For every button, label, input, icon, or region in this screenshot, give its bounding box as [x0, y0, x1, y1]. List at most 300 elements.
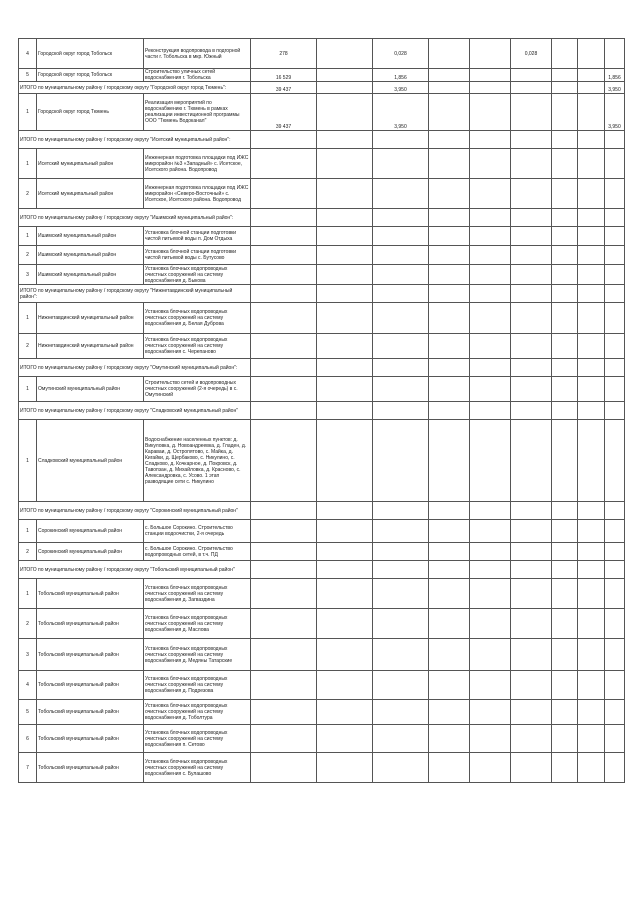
- value-cell: [373, 377, 429, 402]
- table-row: [19, 639, 625, 671]
- value-cell: [552, 303, 578, 334]
- value-cell: [251, 131, 317, 149]
- table-row: [19, 265, 625, 285]
- value-cell: [251, 579, 317, 609]
- value-cell: [251, 149, 317, 179]
- value-cell: [578, 39, 605, 69]
- municipality-cell: Городской округ город Тобольск: [37, 39, 144, 69]
- value-cell: [605, 377, 625, 402]
- row-number-cell: 5: [19, 700, 37, 725]
- row-number-cell: 4: [19, 39, 37, 69]
- table-row: [19, 700, 625, 725]
- value-cell: [317, 377, 373, 402]
- project-cell: Инженерная подготовка площадки под ИЖС микрорайон «Северо-Восточный» с. Исетское, Исетского района. Водопровод: [144, 179, 251, 209]
- row-number-cell: 1: [19, 303, 37, 334]
- table-row: [19, 671, 625, 700]
- value-cell: [251, 303, 317, 334]
- table-row: [19, 149, 625, 179]
- value-cell: [317, 246, 373, 265]
- project-cell: Установка блочных водопроводных очистных сооружений на систему водоснабжения д. Белая Дуброва: [144, 303, 251, 334]
- value-cell: [429, 82, 470, 94]
- value-cell: [470, 420, 511, 502]
- value-cell: [470, 543, 511, 561]
- total-label-cell: ИТОГО по муниципальному району / городскому округу "Нижнетавдинский муниципальный район":: [19, 285, 251, 303]
- total-label-cell: ИТОГО по муниципальному району / городскому округу "Тобольский муниципальный район": [19, 561, 251, 579]
- value-cell: [578, 520, 605, 543]
- value-cell: [552, 359, 578, 377]
- project-cell: с. Большое Сорокино. Строительство станции водоочистки, 2-я очередь: [144, 520, 251, 543]
- value-cell: [605, 285, 625, 303]
- value-cell: [605, 520, 625, 543]
- municipality-cell: Сладковский муниципальный район: [37, 420, 144, 502]
- project-cell: Строительство уличных сетей водоснабжения г. Тобольска: [144, 69, 251, 82]
- table-row: [19, 227, 625, 246]
- value-cell: [552, 179, 578, 209]
- row-number-cell: 1: [19, 227, 37, 246]
- value-cell: [605, 149, 625, 179]
- total-row: [19, 359, 625, 377]
- value-cell: 39 437: [251, 94, 317, 131]
- value-cell: 39 437: [251, 82, 317, 94]
- project-cell: Установка блочной станции подготовки чистой питьевой воды п. Дом Отдыха: [144, 227, 251, 246]
- value-cell: [552, 609, 578, 639]
- table-row: [19, 69, 625, 82]
- project-cell: Установка блочных водопроводных очистных сооружений на систему водоснабжения с. Булашово: [144, 753, 251, 783]
- program-table: [18, 38, 625, 783]
- value-cell: [470, 377, 511, 402]
- municipality-cell: Тобольский муниципальный район: [37, 753, 144, 783]
- table-row: [19, 246, 625, 265]
- value-cell: [605, 402, 625, 420]
- value-cell: [373, 753, 429, 783]
- value-cell: [317, 609, 373, 639]
- table-row: [19, 420, 625, 502]
- value-cell: [429, 420, 470, 502]
- value-cell: [578, 502, 605, 520]
- value-cell: [605, 179, 625, 209]
- municipality-cell: Ишимский муниципальный район: [37, 227, 144, 246]
- value-cell: [317, 69, 373, 82]
- value-cell: [317, 149, 373, 179]
- value-cell: [552, 639, 578, 671]
- value-cell: [578, 561, 605, 579]
- value-cell: [429, 561, 470, 579]
- value-cell: [511, 303, 552, 334]
- value-cell: [552, 227, 578, 246]
- project-cell: Реконструкция водопровода в подгорной части г. Тобольска в мкр. Южный: [144, 39, 251, 69]
- value-cell: [605, 725, 625, 753]
- row-number-cell: 2: [19, 609, 37, 639]
- value-cell: [511, 94, 552, 131]
- table-row: [19, 753, 625, 783]
- value-cell: [511, 753, 552, 783]
- value-cell: [429, 377, 470, 402]
- value-cell: [511, 179, 552, 209]
- value-cell: [373, 502, 429, 520]
- table-row: [19, 377, 625, 402]
- value-cell: [470, 402, 511, 420]
- municipality-cell: Исетский муниципальный район: [37, 179, 144, 209]
- value-cell: 278: [251, 39, 317, 69]
- value-cell: [429, 303, 470, 334]
- value-cell: [429, 402, 470, 420]
- value-cell: [251, 227, 317, 246]
- value-cell: [578, 671, 605, 700]
- total-row: [19, 285, 625, 303]
- value-cell: [317, 82, 373, 94]
- value-cell: [578, 285, 605, 303]
- value-cell: [373, 639, 429, 671]
- value-cell: [373, 671, 429, 700]
- municipality-cell: Тобольский муниципальный район: [37, 725, 144, 753]
- value-cell: [470, 303, 511, 334]
- municipality-cell: Тобольский муниципальный район: [37, 609, 144, 639]
- value-cell: [470, 82, 511, 94]
- value-cell: [578, 753, 605, 783]
- value-cell: [552, 377, 578, 402]
- value-cell: [251, 671, 317, 700]
- value-cell: [251, 725, 317, 753]
- value-cell: [578, 420, 605, 502]
- value-cell: [470, 502, 511, 520]
- value-cell: [578, 359, 605, 377]
- value-cell: [317, 520, 373, 543]
- municipality-cell: Тобольский муниципальный район: [37, 639, 144, 671]
- value-cell: [511, 265, 552, 285]
- value-cell: [470, 561, 511, 579]
- value-cell: [605, 246, 625, 265]
- municipality-cell: Городской округ город Тюмень: [37, 94, 144, 131]
- value-cell: [511, 700, 552, 725]
- municipality-cell: Сорокинский муниципальный район: [37, 520, 144, 543]
- project-cell: Установка блочных водопроводных очистных сооружений на систему водоснабжения п. Сетово: [144, 725, 251, 753]
- value-cell: [578, 377, 605, 402]
- value-cell: [373, 149, 429, 179]
- value-cell: [511, 82, 552, 94]
- value-cell: [511, 420, 552, 502]
- value-cell: [429, 179, 470, 209]
- value-cell: [605, 227, 625, 246]
- value-cell: [552, 265, 578, 285]
- value-cell: [511, 131, 552, 149]
- value-cell: [552, 420, 578, 502]
- table-row: [19, 609, 625, 639]
- value-cell: [317, 285, 373, 303]
- row-number-cell: 3: [19, 265, 37, 285]
- total-row: [19, 502, 625, 520]
- project-cell: Водоснабжение населенных пунктов: д. Викуловка, д. Новоандреевка, д. Гладен, д. Караваи, д. Остропятово, с. Майка, д. Кигайки, д. Щербаково, с. Никулино, с. Сладково, д. Кочкарное, д. Покровск, д. Тавопзан, д. Михайловка, д. Красново, с. Александровка, с. Усово. 1 этап разводящие сети с. Никулино: [144, 420, 251, 502]
- value-cell: [470, 246, 511, 265]
- row-number-cell: 1: [19, 579, 37, 609]
- value-cell: [511, 227, 552, 246]
- total-label-cell: ИТОГО по муниципальному району / городскому округу "Ишимский муниципальный район":: [19, 209, 251, 227]
- value-cell: [429, 520, 470, 543]
- value-cell: [552, 209, 578, 227]
- value-cell: [605, 700, 625, 725]
- value-cell: [429, 149, 470, 179]
- value-cell: [578, 639, 605, 671]
- value-cell: [251, 359, 317, 377]
- value-cell: [578, 265, 605, 285]
- value-cell: [373, 359, 429, 377]
- value-cell: [470, 609, 511, 639]
- value-cell: [429, 359, 470, 377]
- value-cell: [605, 303, 625, 334]
- project-cell: Установка блочных водопроводных очистных сооружений на систему водоснабжения д. Тоболтура: [144, 700, 251, 725]
- total-label-cell: ИТОГО по муниципальному району / городскому округу "Сорокинский муниципальный район": [19, 502, 251, 520]
- value-cell: [578, 227, 605, 246]
- project-cell: Инженерная подготовка площадки под ИЖС микрорайон №3 «Западный» с. Исетское, Исетского района. Водопровод: [144, 149, 251, 179]
- table-row: [19, 334, 625, 359]
- value-cell: [373, 209, 429, 227]
- value-cell: 3,950: [373, 82, 429, 94]
- value-cell: [578, 209, 605, 227]
- value-cell: [511, 502, 552, 520]
- row-number-cell: 1: [19, 420, 37, 502]
- value-cell: [511, 69, 552, 82]
- value-cell: [605, 639, 625, 671]
- value-cell: [470, 227, 511, 246]
- value-cell: [578, 609, 605, 639]
- value-cell: [511, 359, 552, 377]
- value-cell: [552, 69, 578, 82]
- value-cell: [470, 639, 511, 671]
- value-cell: [429, 94, 470, 131]
- value-cell: [470, 179, 511, 209]
- value-cell: [511, 639, 552, 671]
- value-cell: [429, 69, 470, 82]
- value-cell: [373, 561, 429, 579]
- value-cell: [552, 149, 578, 179]
- value-cell: [552, 502, 578, 520]
- value-cell: [373, 725, 429, 753]
- value-cell: [511, 671, 552, 700]
- value-cell: [552, 402, 578, 420]
- value-cell: [429, 543, 470, 561]
- row-number-cell: 4: [19, 671, 37, 700]
- value-cell: [429, 700, 470, 725]
- value-cell: [251, 609, 317, 639]
- value-cell: [373, 543, 429, 561]
- total-row: [19, 402, 625, 420]
- table-row: [19, 543, 625, 561]
- project-cell: Установка блочных водопроводных очистных сооружений на систему водоснабжения д. Медяны Татарские: [144, 639, 251, 671]
- total-row: [19, 131, 625, 149]
- value-cell: [578, 131, 605, 149]
- value-cell: [373, 609, 429, 639]
- value-cell: [373, 402, 429, 420]
- value-cell: [373, 579, 429, 609]
- total-row: [19, 82, 625, 94]
- table-row: [19, 579, 625, 609]
- value-cell: [429, 753, 470, 783]
- value-cell: [578, 700, 605, 725]
- value-cell: [373, 520, 429, 543]
- value-cell: [511, 285, 552, 303]
- value-cell: [429, 131, 470, 149]
- value-cell: [605, 609, 625, 639]
- value-cell: [605, 561, 625, 579]
- value-cell: [373, 303, 429, 334]
- value-cell: [578, 543, 605, 561]
- value-cell: [251, 179, 317, 209]
- value-cell: [317, 334, 373, 359]
- total-row: [19, 209, 625, 227]
- value-cell: [251, 246, 317, 265]
- municipality-cell: Ишимский муниципальный район: [37, 246, 144, 265]
- value-cell: [511, 609, 552, 639]
- value-cell: [511, 579, 552, 609]
- value-cell: [317, 402, 373, 420]
- table-row: [19, 303, 625, 334]
- value-cell: [552, 700, 578, 725]
- value-cell: [251, 420, 317, 502]
- value-cell: [470, 579, 511, 609]
- value-cell: [429, 639, 470, 671]
- value-cell: [578, 725, 605, 753]
- value-cell: [511, 543, 552, 561]
- table-body: [19, 39, 625, 783]
- value-cell: [470, 131, 511, 149]
- value-cell: [373, 131, 429, 149]
- total-label-cell: ИТОГО по муниципальному району / городскому округу "Сладковский муниципальный район": [19, 402, 251, 420]
- value-cell: [578, 149, 605, 179]
- municipality-cell: Тобольский муниципальный район: [37, 579, 144, 609]
- total-row: [19, 561, 625, 579]
- value-cell: [373, 265, 429, 285]
- municipality-cell: Ишимский муниципальный район: [37, 265, 144, 285]
- value-cell: [429, 265, 470, 285]
- value-cell: [317, 227, 373, 246]
- value-cell: [578, 82, 605, 94]
- value-cell: [470, 725, 511, 753]
- row-number-cell: 3: [19, 639, 37, 671]
- value-cell: [317, 639, 373, 671]
- project-cell: Установка блочных водопроводных очистных сооружений на систему водоснабжения д. Маслова: [144, 609, 251, 639]
- value-cell: [552, 285, 578, 303]
- value-cell: [552, 334, 578, 359]
- value-cell: [317, 579, 373, 609]
- value-cell: [470, 149, 511, 179]
- value-cell: [511, 520, 552, 543]
- value-cell: [317, 359, 373, 377]
- value-cell: 0,028: [511, 39, 552, 69]
- value-cell: [470, 39, 511, 69]
- row-number-cell: 1: [19, 377, 37, 402]
- value-cell: [605, 753, 625, 783]
- value-cell: [470, 69, 511, 82]
- value-cell: [317, 265, 373, 285]
- row-number-cell: 2: [19, 179, 37, 209]
- table-row: [19, 179, 625, 209]
- value-cell: [251, 543, 317, 561]
- value-cell: [317, 179, 373, 209]
- value-cell: [605, 671, 625, 700]
- row-number-cell: 2: [19, 543, 37, 561]
- value-cell: [251, 700, 317, 725]
- value-cell: [251, 285, 317, 303]
- project-cell: Реализация мероприятий по водоснабжению г. Тюмень в рамках реализации инвестиционной программы ООО "Тюмень Водоканал": [144, 94, 251, 131]
- municipality-cell: Нижнетавдинский муниципальный район: [37, 334, 144, 359]
- value-cell: [317, 303, 373, 334]
- row-number-cell: 1: [19, 149, 37, 179]
- value-cell: [470, 94, 511, 131]
- value-cell: [578, 94, 605, 131]
- value-cell: [470, 285, 511, 303]
- value-cell: [578, 246, 605, 265]
- value-cell: [429, 285, 470, 303]
- value-cell: [552, 579, 578, 609]
- value-cell: [511, 377, 552, 402]
- value-cell: [578, 69, 605, 82]
- value-cell: [429, 609, 470, 639]
- municipality-cell: Городской округ город Тобольск: [37, 69, 144, 82]
- value-cell: [429, 502, 470, 520]
- value-cell: [251, 520, 317, 543]
- value-cell: [373, 420, 429, 502]
- value-cell: [317, 700, 373, 725]
- value-cell: [251, 209, 317, 227]
- value-cell: [429, 227, 470, 246]
- row-number-cell: 5: [19, 69, 37, 82]
- value-cell: [552, 131, 578, 149]
- value-cell: [552, 39, 578, 69]
- value-cell: [429, 246, 470, 265]
- municipality-cell: Нижнетавдинский муниципальный район: [37, 303, 144, 334]
- value-cell: [251, 402, 317, 420]
- value-cell: 0,028: [373, 39, 429, 69]
- value-cell: [317, 561, 373, 579]
- value-cell: [470, 520, 511, 543]
- value-cell: [552, 725, 578, 753]
- value-cell: [429, 209, 470, 227]
- value-cell: [317, 39, 373, 69]
- value-cell: [317, 131, 373, 149]
- row-number-cell: 7: [19, 753, 37, 783]
- value-cell: [605, 265, 625, 285]
- value-cell: [552, 82, 578, 94]
- value-cell: [317, 502, 373, 520]
- project-cell: Установка блочных водопроводных очистных сооружений на систему водоснабжения с. Черепаново: [144, 334, 251, 359]
- value-cell: [251, 639, 317, 671]
- value-cell: [251, 334, 317, 359]
- value-cell: [251, 377, 317, 402]
- value-cell: [373, 246, 429, 265]
- value-cell: [605, 39, 625, 69]
- row-number-cell: 2: [19, 334, 37, 359]
- value-cell: [251, 502, 317, 520]
- value-cell: [552, 561, 578, 579]
- value-cell: [511, 561, 552, 579]
- value-cell: [429, 334, 470, 359]
- value-cell: [605, 334, 625, 359]
- value-cell: [470, 334, 511, 359]
- municipality-cell: Тобольский муниципальный район: [37, 700, 144, 725]
- value-cell: [552, 671, 578, 700]
- value-cell: 3,950: [605, 82, 625, 94]
- value-cell: 16 529: [251, 69, 317, 82]
- value-cell: [317, 209, 373, 227]
- value-cell: [578, 179, 605, 209]
- project-cell: Установка блочной станции подготовки чистой питьевой воды с. Бутусово: [144, 246, 251, 265]
- value-cell: [511, 725, 552, 753]
- value-cell: [429, 39, 470, 69]
- table-row: [19, 39, 625, 69]
- value-cell: [511, 334, 552, 359]
- value-cell: [373, 227, 429, 246]
- project-cell: Строительство сетей и водопроводных очистных сооружений (2-я очередь) в с. Омутинский: [144, 377, 251, 402]
- value-cell: [251, 561, 317, 579]
